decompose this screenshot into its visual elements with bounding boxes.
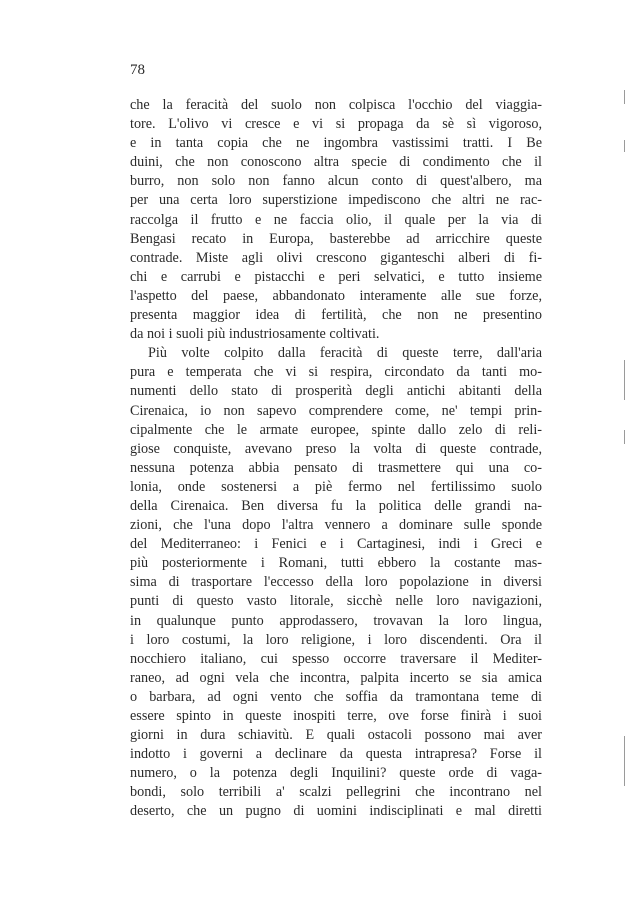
text-line: l'aspetto del paese, abbandonato interamente alle sue forze, xyxy=(130,287,542,304)
body-text xyxy=(130,96,542,822)
scan-edge-mark xyxy=(624,360,625,400)
text-line: che la feracità del suolo non colpisca l'occhio del viaggia- xyxy=(130,97,542,113)
text-line: della Cirenaica. Ben diversa fu la politica delle grandi na- xyxy=(130,497,542,514)
text-line: più posteriormente i Romani, tutti ebbero la costante mas- xyxy=(130,555,542,572)
text-line: giose conquiste, avevano preso la volta di queste contrade, xyxy=(130,440,542,457)
text-line: o barbara, ad ogni vento che soffia da tramontana teme di xyxy=(130,688,542,705)
text-line: raccolga il frutto e ne faccia olio, il quale per la via di xyxy=(130,211,542,228)
text-line: zioni, che l'una dopo l'altra vennero a dominare sulle sponde xyxy=(130,517,542,534)
paragraph-2 xyxy=(130,344,542,821)
text-line: da noi i suoli più industriosamente coltivati. xyxy=(130,326,380,343)
text-line: sima di trasportare l'eccesso della loro popolazione in diversi xyxy=(130,574,542,591)
paragraph-1 xyxy=(130,96,542,344)
text-line: del Mediterraneo: i Fenici e i Cartaginesi, indi i Greci e xyxy=(130,536,542,553)
text-line: nocchiero italiano, cui spesso occorre traversare il Mediter- xyxy=(130,650,542,667)
text-line: pura e temperata che vi si respira, circondato da tanti mo- xyxy=(130,364,542,381)
text-line: deserto, che un pugno di uomini indisciplinati e mal diretti xyxy=(130,803,542,820)
text-line: Più volte colpito dalla feracità di queste terre, dall'aria xyxy=(148,345,542,362)
text-line: raneo, ad ogni vela che incontra, palpita incerto se sia amica xyxy=(130,669,542,686)
text-line: indotto i governi a declinare da questa intrapresa? Forse il xyxy=(130,746,542,763)
text-line: lonia, onde sostenersi a piè fermo nel fertilissimo suolo xyxy=(130,478,542,495)
text-line: Bengasi recato in Europa, basterebbe ad arricchire queste xyxy=(130,230,542,247)
text-line: Cirenaica, io non sapevo comprendere come, ne' tempi prin- xyxy=(130,402,542,419)
scan-edge-mark xyxy=(624,140,625,152)
text-line: bondi, solo terribili a' scalzi pellegrini che incontrano nel xyxy=(130,784,542,801)
text-line: numero, o la potenza degli Inquilini? queste orde di vaga- xyxy=(130,765,542,782)
text-line: burro, non solo non fanno alcun conto di quest'albero, ma xyxy=(130,173,542,190)
text-line: duini, che non conoscono altra specie di condimento che il xyxy=(130,154,542,171)
text-line: contrade. Miste agli olivi crescono giganteschi alberi di fi- xyxy=(130,249,542,266)
scan-edge-mark xyxy=(624,90,625,104)
text-line: nessuna potenza abbia pensato di trasmettere qui una co- xyxy=(130,459,542,476)
scan-edge-mark xyxy=(624,736,625,786)
text-line: chi e carrubi e pistacchi e peri selvatici, e tutto insieme xyxy=(130,268,542,285)
text-line: per una certa loro superstizione impediscono che altri ne rac- xyxy=(130,192,542,209)
text-line: numenti dello stato di prosperità degli antichi abitanti della xyxy=(130,383,542,400)
page-number: 78 xyxy=(130,62,145,78)
text-line: i loro costumi, la loro religione, i loro discendenti. Ora il xyxy=(130,631,542,648)
text-line: punti di questo vasto litorale, sicchè nelle loro navigazioni, xyxy=(130,593,542,610)
text-line: giorni in dura schiavitù. E quali ostacoli possono mai aver xyxy=(130,727,542,744)
text-line: essere spinto in queste inospiti terre, ove forse finirà i suoi xyxy=(130,708,542,724)
text-line: cipalmente che le armate europee, spinte dallo zelo di reli- xyxy=(130,421,542,438)
text-line: presenta maggior idea di fertilità, che non ne presentino xyxy=(130,307,542,324)
scan-edge-mark xyxy=(624,430,625,444)
text-line: e in tanta copia che ne ingombra vastissimi tratti. I Be xyxy=(130,135,542,152)
text-line: in qualunque punto approdassero, trovavan la loro lingua, xyxy=(130,612,542,629)
text-line: tore. L'olivo vi cresce e vi si propaga da sè sì vigoroso, xyxy=(130,116,542,133)
